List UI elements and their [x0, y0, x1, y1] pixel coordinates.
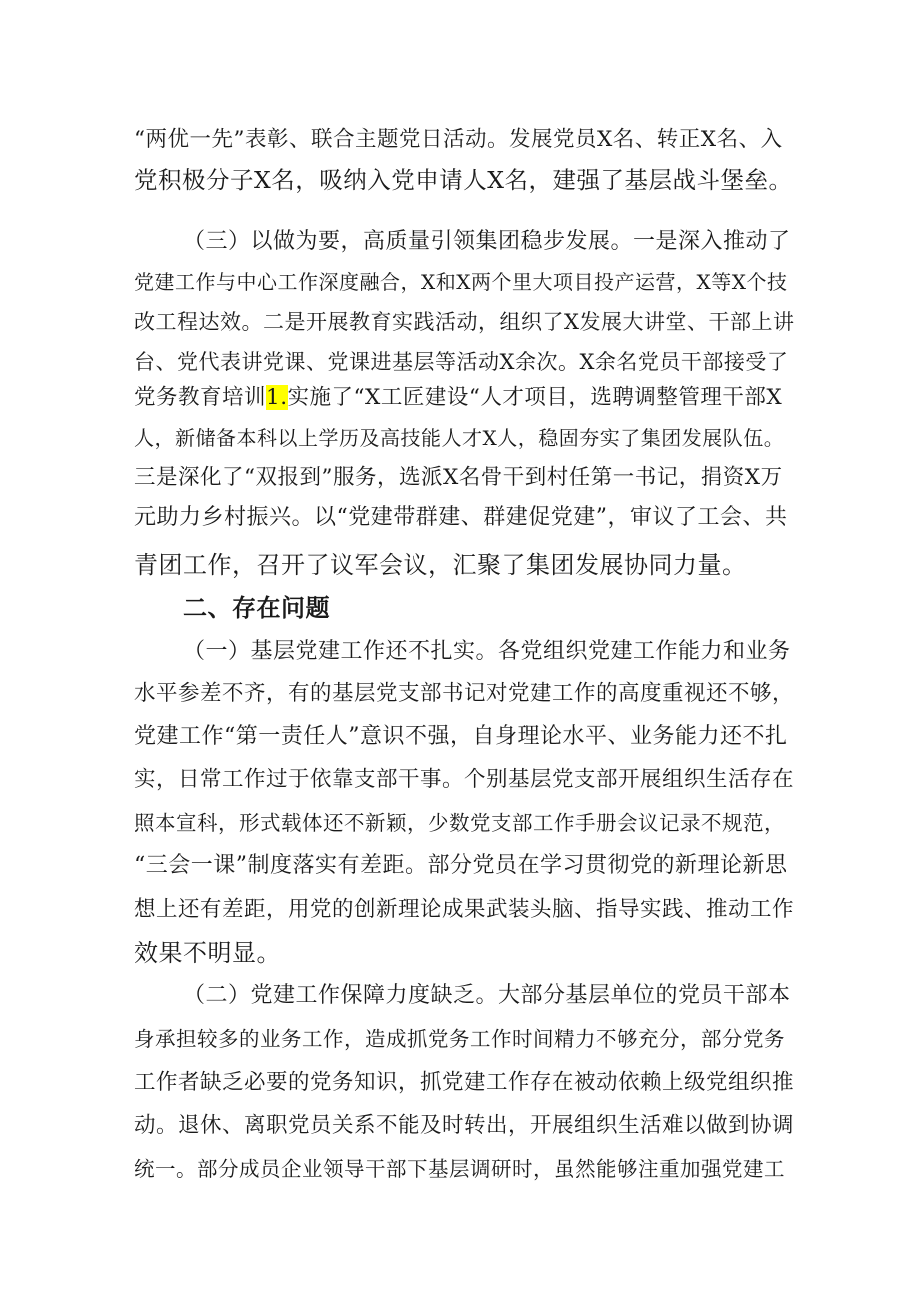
text-line: “两优一先”表彰、联合主题党日活动。发展党员X名、转正X名、入 [134, 127, 783, 152]
text-line: 效果不明显。 [134, 939, 281, 967]
text-line: 党建工作与中心工作深度融合，X和X两个里大项目投产运营，X等X个技 [134, 270, 788, 294]
text-segment: 实施了“X工匠建设“人才项目，选聘调整管理干部X [287, 385, 783, 410]
text-line: 身承担较多的业务工作，造成抓党务工作时间精力不够充分，部分党务 [134, 1027, 785, 1051]
text-line: （三）以做为要，高质量引领集团稳步发展。一是深入推动了 [183, 229, 791, 254]
text-line: 想上还有差距，用党的创新理论成果武装头脑、指导实践、推动工作 [134, 897, 795, 922]
text-line: 实，日常工作过于依靠支部干事。个别基层党支部开展组织生活存在 [134, 767, 795, 792]
text-line: 工作者缺乏必要的党务知识，抓党建工作存在被动依赖上级党组织推 [134, 1070, 795, 1095]
text-line: 改工程达效。二是开展教育实践活动，组织了X发展大讲堂、干部上讲 [134, 310, 795, 334]
text-line: 元助力乡村振兴。以“党建带群建、群建促党建”，审议了工会、共 [134, 505, 788, 530]
text-line [134, 378, 794, 418]
section-heading: 二、存在问题 [183, 593, 330, 622]
text-line: 动。退休、离职党员关系不能及时转出，开展组织生活难以做到协调 [134, 1113, 795, 1138]
text-segment: 党务教育培训 [134, 385, 267, 410]
text-line: （一）基层党建工作还不扎实。各党组织党建工作能力和业务 [183, 639, 791, 664]
text-line: “三会一课”制度落实有差距。部分党员在学习贯彻党的新理论新思 [134, 853, 788, 878]
highlighted-number: 1. [266, 385, 288, 410]
text-line: 水平参差不齐，有的基层党支部书记对党建工作的高度重视还不够， [134, 681, 795, 706]
text-line: 党建工作“第一责任人”意识不强，自身理论水平、业务能力还不扎 [134, 724, 788, 749]
text-line: 青团工作，召开了议军会议，汇聚了集团发展协同力量。 [134, 551, 747, 579]
text-line: 照本宣科，形式载体还不新颖，少数党支部工作手册会议记录不规范， [134, 811, 785, 835]
text-line: （二）党建工作保障力度缺乏。大部分基层单位的党员干部本 [183, 983, 791, 1008]
text-line: 人，新储备本科以上学历及高技能人才X人，稳固夯实了集团发展队伍。 [134, 426, 785, 450]
text-line: 统一。部分成员企业领导干部下基层调研时，虽然能够注重加强党建工 [134, 1157, 785, 1181]
text-line: 三是深化了“双报到”服务，选派X名骨干到村任第一书记，捐资X万 [134, 465, 783, 490]
text-line: 党积极分子X名，吸纳入党申请人X名，建强了基层战斗堡垒。 [134, 166, 793, 194]
text-line: 台、党代表讲党课、党课进基层等活动X余次。X余名党员干部接受了 [134, 350, 789, 374]
